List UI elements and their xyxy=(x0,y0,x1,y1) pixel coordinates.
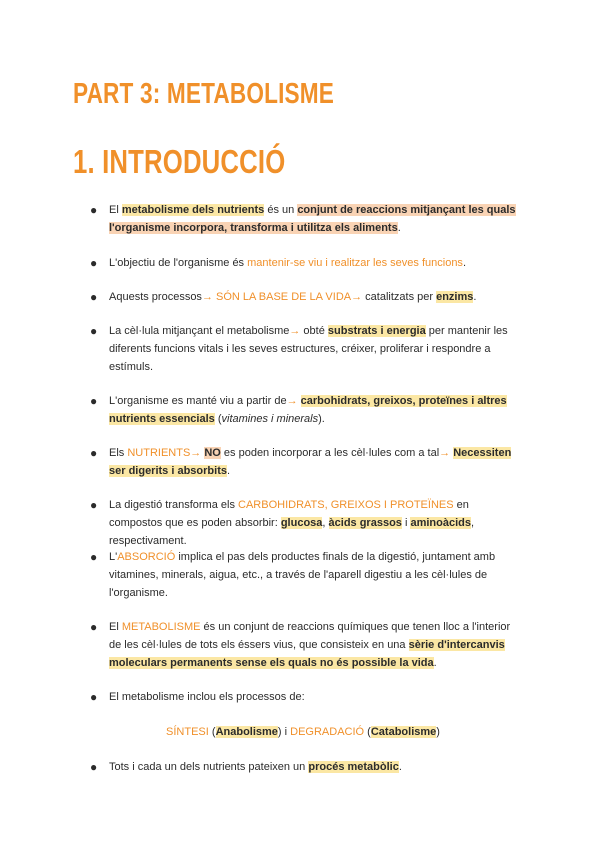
text: implica el pas dels productes finals de la digestió, juntament amb vitamines, minerals, aigua, etc., a través de l'aparell digestiu a les cèl·lules de l'organisme. xyxy=(109,551,496,599)
text: ) i xyxy=(277,726,291,738)
text: ) xyxy=(436,726,440,738)
orange-text: METABOLISME xyxy=(121,621,201,633)
section-title: 1. INTRODUCCIÓ xyxy=(73,143,286,180)
text: Els xyxy=(109,447,128,459)
highlight: Anabolisme xyxy=(215,726,278,738)
text: El xyxy=(109,204,122,216)
text: . xyxy=(473,291,477,303)
list-item xyxy=(90,496,516,550)
text: en compostos que es poden absorbir: xyxy=(109,499,469,529)
highlight: substrats i energia xyxy=(327,325,426,337)
orange-text: NUTRIENTS→ xyxy=(127,447,202,459)
bullet-icon: ● xyxy=(90,290,98,304)
bullet-icon: ● xyxy=(90,620,98,634)
highlight: carbohidrats, greixos, proteïnes i altres nutrients essencials xyxy=(109,395,507,425)
text: és un conjunt de reaccions químiques que tenen lloc a l'interior de les cèl·lules de tots els éssers vius, que consisteix en una xyxy=(109,621,511,651)
orange-text: DEGRADACIÓ xyxy=(290,726,365,738)
bullet-icon: ● xyxy=(90,550,98,564)
highlight: NO xyxy=(204,447,221,459)
text: es poden incorporar a les cèl·lules com a tal xyxy=(220,447,440,459)
italic-text: vitamines i minerals xyxy=(221,413,319,425)
arrow: → xyxy=(286,395,298,407)
text: L'organisme es manté viu a partir de xyxy=(109,395,287,407)
text: , xyxy=(322,517,329,529)
list-item xyxy=(90,201,516,237)
bullet-icon: ● xyxy=(90,203,98,217)
text: . xyxy=(226,465,231,477)
list-item xyxy=(90,392,516,428)
orange-text: ABSORCIÓ xyxy=(117,551,176,563)
bullet-icon: ● xyxy=(90,256,98,270)
text: i xyxy=(401,517,411,529)
list-item xyxy=(90,322,516,376)
text: El xyxy=(109,621,122,633)
highlight: enzims xyxy=(436,291,474,303)
bullet-icon: ● xyxy=(90,394,98,408)
orange-text: SÍNTESI xyxy=(166,726,209,738)
bullet-icon: ● xyxy=(90,690,98,704)
highlight: glucosa xyxy=(280,517,323,529)
text: Aquests processos xyxy=(109,291,202,303)
list-item xyxy=(90,254,516,272)
orange-text: mantenir-se viu i realitzar les seves funcions xyxy=(247,257,463,269)
list-item xyxy=(90,444,516,480)
arrow: → xyxy=(289,325,301,337)
text: El metabolisme inclou els processos de: xyxy=(109,691,305,703)
highlight: metabolisme dels nutrients xyxy=(121,204,265,216)
list-item xyxy=(90,758,516,776)
highlight: conjunt de reaccions mitjançant les quals l'organisme incorpora, transforma i utilitza els aliments xyxy=(109,204,516,234)
highlight: sèrie d'intercanvis moleculars permanents sense els quals no és possible la vida xyxy=(109,639,505,669)
text: ( xyxy=(364,726,371,738)
highlight: àcids grassos xyxy=(328,517,402,529)
text: L'objectiu de l'organisme és xyxy=(109,257,248,269)
text: per mantenir les diferents funcions vitals i les seves estructures, créixer, proliferar i respondre a estímuls. xyxy=(109,325,508,373)
text: . xyxy=(398,761,402,773)
bullet-icon: ● xyxy=(90,324,98,338)
list-item xyxy=(90,548,516,602)
bullet-icon: ● xyxy=(90,498,98,512)
list-item xyxy=(90,288,516,306)
text: La digestió transforma els xyxy=(109,499,239,511)
text: obté xyxy=(300,325,328,337)
list-item xyxy=(90,618,516,672)
orange-text: → SÓN LA BASE DE LA VIDA→ xyxy=(201,291,363,303)
text: L' xyxy=(109,551,118,563)
text: , respectivament. xyxy=(109,517,475,547)
text: . xyxy=(397,222,401,234)
highlight: Catabolisme xyxy=(370,726,437,738)
text: ). xyxy=(318,413,325,425)
text: ( xyxy=(208,726,216,738)
text: catalitzats per xyxy=(362,291,437,303)
orange-text: CARBOHIDRATS, GREIXOS I PROTEÏNES xyxy=(238,499,454,511)
text: Tots i cada un dels nutrients pateixen un xyxy=(109,761,309,773)
part-title: PART 3: METABOLISME xyxy=(73,78,335,110)
bullet-icon: ● xyxy=(90,446,98,460)
highlight: aminoàcids xyxy=(410,517,471,529)
text: . xyxy=(433,657,437,669)
highlight: procés metabòlic xyxy=(308,761,399,773)
text: és un xyxy=(264,204,298,216)
text: ( xyxy=(214,413,222,425)
bullet-icon: ● xyxy=(90,760,98,774)
text: La cèl·lula mitjançant el metabolisme xyxy=(109,325,290,337)
list-item xyxy=(90,688,516,706)
synthesis-degradation-line xyxy=(90,723,516,741)
highlight: Necessiten ser digerits i absorbits xyxy=(109,447,512,477)
arrow: → xyxy=(439,447,451,459)
text: . xyxy=(462,257,466,269)
